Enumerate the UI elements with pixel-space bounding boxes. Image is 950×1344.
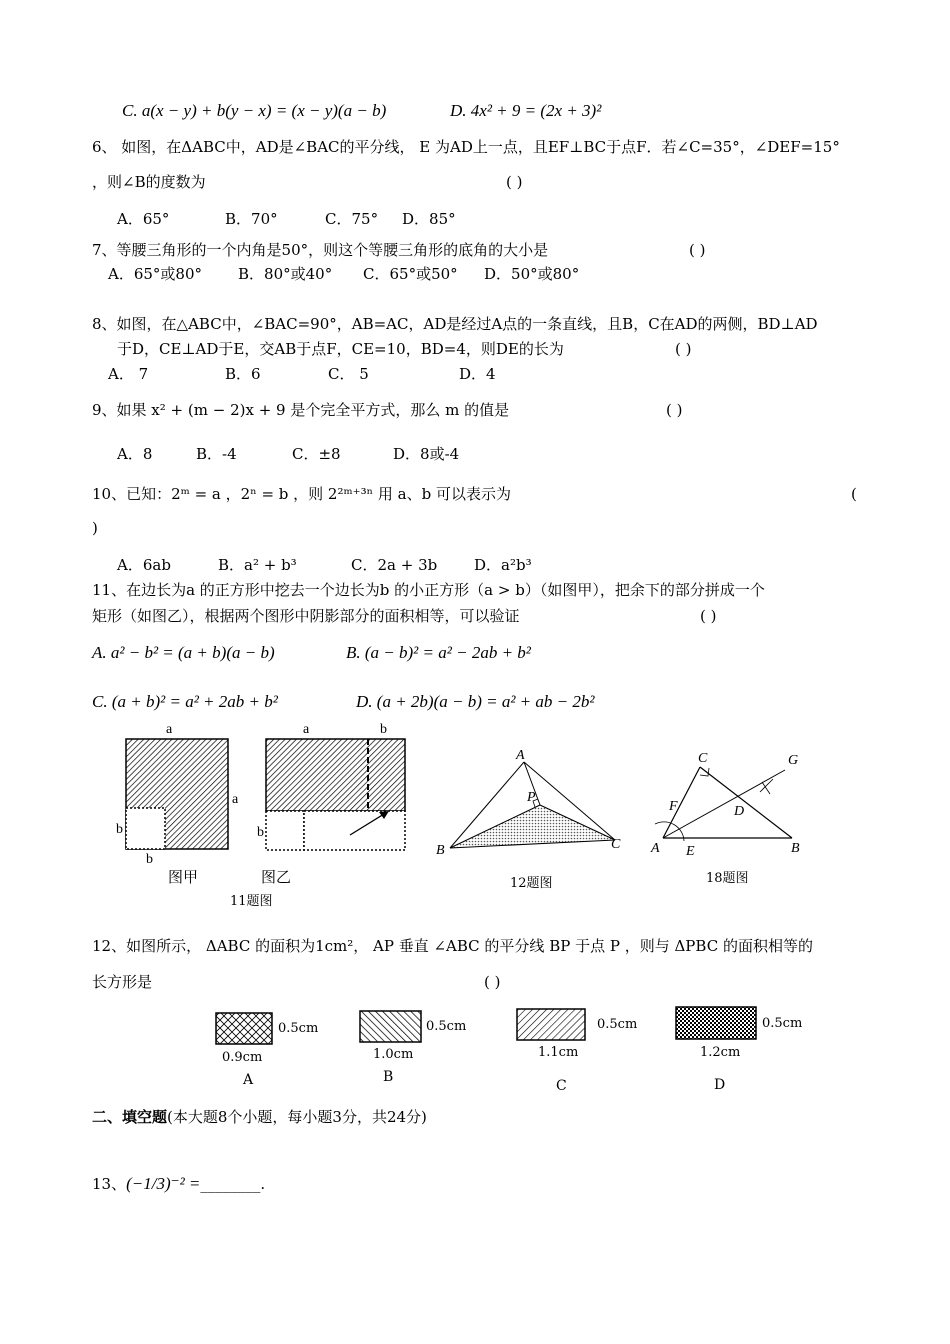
q8-option-b: B．6 (225, 365, 261, 383)
q10-option-c: C．2a + 3b (351, 556, 438, 574)
jia-small-left-label: b (116, 822, 123, 837)
q6-option-c: C．75° (325, 210, 379, 228)
rect-a-letter: A (243, 1072, 254, 1088)
q8-text-line1: 8、如图，在△ABC中，∠BAC=90°，AB=AC，AD是经过A点的一条直线，且B，C在AD的两侧，BD⊥AD (92, 315, 818, 333)
yi-top-right-label: b (380, 722, 387, 737)
section2-note: (本大题8个小题，每小题3分，共24分) (167, 1108, 427, 1126)
jia-top-label: a (166, 722, 173, 737)
tri18-label-c: C (698, 751, 708, 766)
fig11-caption: 11题图 (230, 894, 273, 909)
tri18-label-a: A (651, 841, 660, 856)
q7-option-b: B．80°或40° (238, 265, 333, 283)
q6-bracket: ( ) (506, 173, 523, 191)
tri12-label-b: B (436, 843, 445, 858)
q8-text-line2: 于D，CE⊥AD于E，交AB于点F，CE=10，BD=4，则DE的长为 (117, 340, 564, 358)
q10-bracket-open: ( (851, 485, 857, 503)
yi-small-left-label: b (257, 825, 264, 840)
rect-b-height-label: 0.5cm (426, 1019, 467, 1034)
tri18-label-e: E (686, 844, 695, 859)
q13-blank: ________ (200, 1175, 261, 1193)
tri18-label-f: F (669, 799, 678, 814)
rect-c-width-label: 1.1cm (538, 1045, 579, 1060)
rect-a-width-label: 0.9cm (222, 1050, 263, 1065)
figure-yi (266, 739, 405, 850)
q7-option-d: D．50°或80° (484, 265, 580, 283)
q9-option-d: D．8或-4 (393, 445, 460, 463)
q9-option-c: C．±8 (292, 445, 341, 463)
q12-text-line2: 长方形是 (92, 973, 153, 991)
q7-option-a: A．65°或80° (108, 265, 203, 283)
q10-bracket-close: ) (92, 519, 98, 537)
q6-text-line2: ，则∠B的度数为 (92, 173, 206, 191)
jia-small-bottom-label: b (146, 852, 153, 867)
tri18-label-d: D (734, 804, 745, 819)
rect-option-c (517, 1009, 585, 1040)
yi-top-label: a (303, 722, 310, 737)
q12-bracket: ( ) (484, 973, 501, 991)
rect-b-letter: B (383, 1069, 394, 1085)
rect-c-letter: C (556, 1078, 567, 1094)
q5-option-c: C. a(x − y) + b(y − x) = (x − y)(a − b) (122, 101, 387, 120)
q11-option-d: D. (a + 2b)(a − b) = a² + ab − 2b² (356, 692, 595, 711)
section2-title: 二、填空题 (92, 1108, 168, 1126)
q10-option-d: D．a²b³ (474, 556, 532, 574)
q8-option-d: D．4 (459, 365, 496, 383)
rect-option-b (360, 1011, 421, 1042)
q6-option-d: D．85° (402, 210, 456, 228)
tri18-label-b: B (791, 841, 800, 856)
q6-text-line1: 6、 如图，在ΔABC中，AD是∠BAC的平分线， E 为AD上一点，且EF⊥BC于点F．若∠C=35°，∠DEF=15° (92, 138, 840, 156)
q13-end: . (260, 1175, 266, 1193)
rect-b-width-label: 1.0cm (373, 1047, 414, 1062)
rect-a-height-label: 0.5cm (278, 1021, 319, 1036)
rect-c-height-label: 0.5cm (597, 1017, 638, 1032)
q6-option-a: A．65° (117, 210, 170, 228)
tri12-label-p: P (527, 790, 536, 805)
rect-d-letter: D (714, 1077, 726, 1093)
q13-expression: (−1/3)⁻² = (126, 1174, 201, 1193)
q8-option-c: C． 5 (328, 365, 369, 383)
q11-option-b: B. (a − b)² = a² − 2ab + b² (346, 643, 531, 662)
rect-d-width-label: 1.2cm (700, 1045, 741, 1060)
q13-prefix: 13、 (92, 1175, 127, 1193)
tri18-label-g: G (788, 753, 799, 768)
jia-right-label: a (232, 792, 239, 807)
q6-option-b: B．70° (225, 210, 278, 228)
q7-option-c: C．65°或50° (363, 265, 458, 283)
q12-text-line1: 12、如图所示， ΔABC 的面积为1cm²， AP 垂直 ∠ABC 的平分线 BP 于点 P ，则与 ΔPBC 的面积相等的 (92, 937, 813, 955)
q5-option-d: D. 4x² + 9 = (2x + 3)² (450, 101, 602, 120)
jia-caption: 图甲 (168, 868, 199, 886)
q11-option-a: A. a² − b² = (a + b)(a − b) (92, 643, 275, 662)
rect-option-a (216, 1013, 272, 1044)
rect-option-d (676, 1007, 756, 1039)
q7-bracket: ( ) (689, 241, 706, 259)
q9-option-a: A．8 (117, 445, 153, 463)
q9-option-b: B．-4 (196, 445, 237, 463)
q10-text: 10、已知：2ᵐ = a ，2ⁿ = b ，则 2²ᵐ⁺³ⁿ 用 a、b 可以表示为 (92, 485, 511, 503)
q9-bracket: ( ) (666, 401, 683, 419)
q8-bracket: ( ) (675, 340, 692, 358)
figure-jia (126, 739, 228, 849)
tri12-caption: 12题图 (510, 876, 553, 891)
yi-caption: 图乙 (261, 868, 292, 886)
q11-text-line1: 11、在边长为a 的正方形中挖去一个边长为b 的小正方形（a > b）（如图甲），把余下的部分拼成一个 (92, 581, 765, 599)
q10-option-a: A．6ab (117, 556, 171, 574)
q11-option-c: C. (a + b)² = a² + 2ab + b² (92, 692, 278, 711)
q7-text: 7、等腰三角形的一个内角是50°，则这个等腰三角形的底角的大小是 (92, 241, 549, 259)
tri18-caption: 18题图 (706, 871, 749, 886)
q9-text: 9、如果 x² + (m − 2)x + 9 是个完全平方式，那么 m 的值是 (92, 401, 510, 419)
section2-heading (92, 1107, 427, 1127)
q11-text-line2: 矩形（如图乙），根据两个图形中阴影部分的面积相等，可以验证 (92, 607, 520, 625)
q8-option-a: A． 7 (108, 365, 149, 383)
rect-d-height-label: 0.5cm (762, 1016, 803, 1031)
tri12-label-a: A (516, 748, 525, 763)
q10-option-b: B．a² + b³ (218, 556, 297, 574)
tri12-label-c: C (611, 837, 621, 852)
q11-bracket: ( ) (700, 607, 717, 625)
q13-line (92, 1174, 265, 1194)
